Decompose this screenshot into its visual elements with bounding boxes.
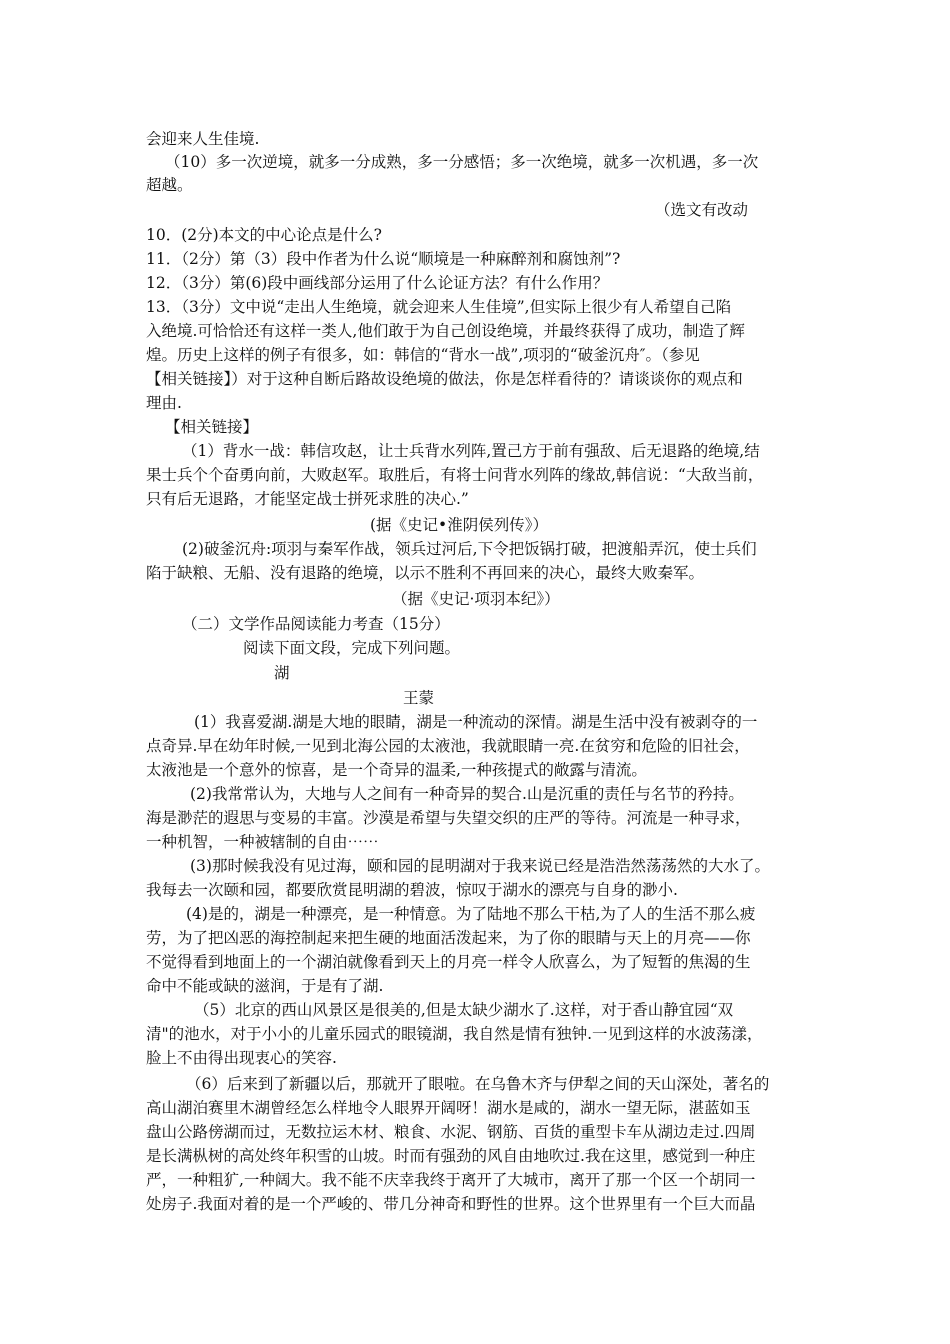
text-line: 不觉得看到地面上的一个湖泊就像看到天上的月亮一样令人欣喜么，为了短暂的焦渴的生 [146,953,751,971]
instruction: 阅读下面文段，完成下列问题。 [243,639,461,657]
text-line: 高山湖泊赛里木湖曾经怎么样地令人眼界开阔呀！湖水是咸的，湖水一望无际，湛蓝如玉 [146,1099,751,1117]
text-line: 【相关链接】）对于这种自断后路故设绝境的做法，你是怎样看待的？请谈谈你的观点和 [146,370,743,388]
text-line: 入绝境.可恰恰还有这样一类人,他们敢于为自己创设绝境，并最终获得了成功，制造了辉 [146,322,745,340]
text-line: 脸上不由得出现衷心的笑容. [146,1049,337,1067]
text-line: 只有后无退路，才能坚定战士拼死求胜的决心.” [146,490,469,508]
question-11: 11．（2分）第（3）段中作者为什么说“顺境是一种麻醉剂和腐蚀剂”? [146,250,621,268]
source-note: （选文有改动 [655,201,749,219]
text-line: 理由. [146,394,182,412]
text-line: 海是渺茫的遐思与变易的丰富。沙漠是希望与失望交织的庄严的等待。河流是一种寻求， [146,809,751,827]
text-line: (4)是的，湖是一种漂亮，是一种情意。为了陆地不那么干枯,为了人的生活不那么疲 [186,905,756,923]
article-title: 湖 [274,664,290,682]
text-line: 陷于缺粮、无船、没有退路的绝境，以示不胜利不再回来的决心，最终大败秦军。 [146,564,705,582]
text-line: 会迎来人生佳境. [146,130,260,148]
text-line: (1）我喜爱湖.湖是大地的眼睛，湖是一种流动的深情。湖是生活中没有被剥夺的一 [194,713,758,731]
citation: (据《史记•淮阴侯列传》） [370,516,548,534]
text-line: (2)我常常认为，大地与人之间有一种奇异的契合.山是沉重的责任与名节的矜持。 [190,785,744,803]
text-line: 劳，为了把凶恶的海控制起来把生硬的地面活泼起来，为了你的眼睛与天上的月亮——你 [146,929,751,947]
text-line: 一种机智，一种被辖制的自由⋯⋯ [146,833,379,851]
text-line: （1）背水一战：韩信攻赵，让士兵背水列阵,置己方于前有强敌、后无退路的绝境,结 [182,442,760,460]
text-line: 超越。 [146,176,193,194]
section-heading: （二）文学作品阅读能力考查（15分） [182,615,450,633]
text-line: （5）北京的西山风景区是很美的,但是太缺少湖水了.这样，对于香山静宜园“双 [194,1001,734,1019]
text-line: (2)破釜沉舟:项羽与秦军作战，领兵过河后,下令把饭锅打破，把渡船弄沉，使士兵们 [182,540,757,558]
article-author: 王蒙 [403,689,435,707]
text-line: 果士兵个个奋勇向前，大败赵军。取胜后，有将士问背水列阵的缘故,韩信说：“大敌当前， [146,466,764,484]
text-line: 我每去一次颐和园，都要欣赏昆明湖的碧波，惊叹于湖水的漂亮与自身的渺小. [146,881,678,899]
text-line: （10）多一次逆境，就多一分成熟，多一分感悟；多一次绝境，就多一次机遇，多一次 [165,153,759,171]
text-line: 盘山公路傍湖而过，无数拉运木材、粮食、水泥、钢筋、百货的重型卡车从湖边走过.四周 [146,1123,756,1141]
text-line: 清"的池水，对于小小的儿童乐园式的眼镜湖，我自然是情有独钟.一见到这样的水波荡漾， [146,1025,763,1043]
text-line: (3)那时候我没有见过海，颐和园的昆明湖对于我来说已经是浩浩然荡荡然的大水了。 [190,857,770,875]
text-line: 处房子.我面对着的是一个严峻的、带几分神奇和野性的世界。这个世界里有一个巨大而晶 [146,1195,756,1213]
text-line: 太液池是一个意外的惊喜，是一个奇异的温柔,一种孩提式的敞露与清流。 [146,761,647,779]
text-line: 命中不能或缺的滋润，于是有了湖. [146,977,384,995]
text-line: 点奇异.早在幼年时候,一见到北海公园的太液池，我就眼睛一亮.在贫穷和危险的旧社会， [146,737,750,755]
text-line: 严，一种粗犷,一种阔大。我不能不庆幸我终于离开了大城市，离开了那一个区一个胡同一 [146,1171,756,1189]
related-link-heading: 【相关链接】 [165,418,259,436]
text-line: 是长满枞树的高处终年积雪的山坡。时而有强劲的风自由地吹过.我在这里，感觉到一种庄 [146,1147,756,1165]
question-12: 12．（3分）第(6)段中画线部分运用了什么论证方法？有什么作用？ [146,274,609,292]
text-line: （6）后来到了新疆以后，那就开了眼啦。在乌鲁木齐与伊犁之间的天山深处，著名的 [186,1075,770,1093]
question-10: 10．(2分)本文的中心论点是什么? [146,226,382,244]
question-13: 13．（3分）文中说“走出人生绝境，就会迎来人生佳境”,但实际上很少有人希望自己陷 [146,298,732,316]
text-line: 煌。历史上这样的例子有很多，如：韩信的“背水一战”,项羽的“破釜沉舟″。（参见 [146,346,700,364]
citation: （据《史记·项羽本纪》） [392,590,560,608]
